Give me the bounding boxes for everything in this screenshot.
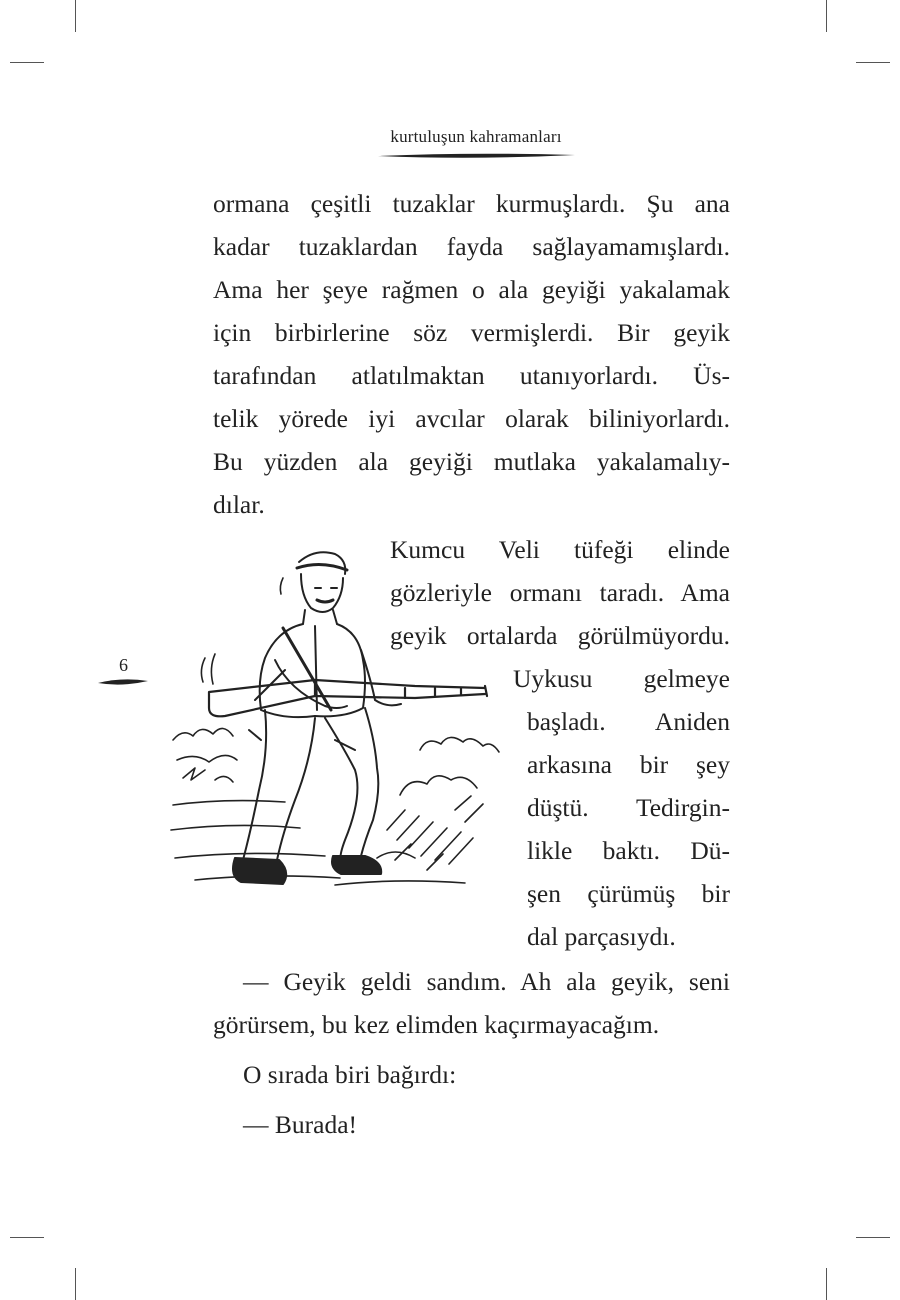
text-line: Bu yüzden ala geyiği mutlaka yakalamalıy- xyxy=(213,447,730,476)
motion-marks xyxy=(201,578,283,684)
dialogue-line: O sırada biri bağırdı: xyxy=(243,1060,457,1089)
left-bush xyxy=(173,728,237,782)
page-number: 6 xyxy=(119,655,128,675)
text-line: şen çürümüş bir xyxy=(527,879,730,908)
right-bush xyxy=(377,737,499,870)
crop-mark xyxy=(10,62,44,63)
text-line: telik yörede iyi avcılar olarak biliniyorlardı. xyxy=(213,404,730,433)
dialogue-line: görürsem, bu kez elimden kaçırmayacağım. xyxy=(213,1010,660,1039)
text-line: Ama her şeye rağmen o ala geyiği yakalamak xyxy=(213,275,730,304)
hunter-with-rifle-illustration xyxy=(165,540,505,910)
text-line: geyik ortalarda görülmüyordu. xyxy=(390,621,730,650)
running-head-title: kurtuluşun kahramanları xyxy=(390,127,562,146)
page-number-flourish-icon xyxy=(96,676,150,688)
crop-mark xyxy=(75,1268,76,1300)
ground-lines xyxy=(171,801,465,885)
text-line: başladı. Aniden xyxy=(527,707,730,736)
hunter-head xyxy=(297,552,347,624)
hunter-boots xyxy=(233,856,381,884)
text-line: düştü. Tedirgin- xyxy=(527,793,730,822)
crop-mark xyxy=(856,62,890,63)
crop-mark xyxy=(10,1237,44,1238)
text-line: için birbirlerine söz vermişlerdi. Bir geyik xyxy=(213,318,730,347)
crop-mark xyxy=(826,1268,827,1300)
text-line: Uykusu gelmeye xyxy=(513,664,730,693)
text-line: gözleriyle ormanı taradı. Ama xyxy=(390,578,730,607)
text-line: ormana çeşitli tuzaklar kurmuşlardı. Şu ana xyxy=(213,189,730,218)
running-head xyxy=(0,127,900,147)
text-line: dılar. xyxy=(213,490,265,519)
crop-mark xyxy=(75,0,76,32)
text-line: kadar tuzaklardan fayda sağlayamamışlardı. xyxy=(213,232,730,261)
crop-mark xyxy=(856,1237,890,1238)
text-line: Kumcu Veli tüfeği elinde xyxy=(390,535,730,564)
text-line: dal parçasıydı. xyxy=(527,922,676,951)
dialogue-line: — Burada! xyxy=(243,1110,358,1139)
text-line: likle baktı. Dü- xyxy=(527,836,730,865)
crop-mark xyxy=(826,0,827,32)
running-head-flourish-icon xyxy=(0,151,900,163)
text-line: tarafından atlatılmaktan utanıyorlardı. Üs- xyxy=(213,361,730,390)
rifle xyxy=(209,680,487,716)
hunter-legs xyxy=(243,708,378,860)
text-line: arkasına bir şey xyxy=(527,750,730,779)
dialogue-line: — Geyik geldi sandım. Ah ala geyik, seni xyxy=(243,967,730,996)
hunter-torso xyxy=(255,624,365,717)
hunter-arms xyxy=(275,650,401,708)
